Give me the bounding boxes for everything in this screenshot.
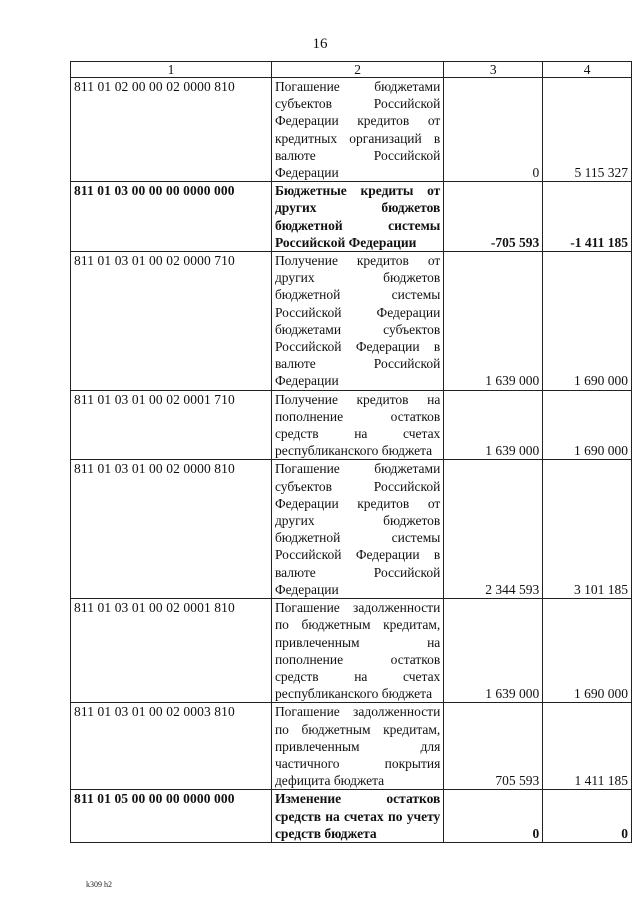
row-value-col4: 3 101 185 <box>543 460 632 599</box>
budget-table <box>70 61 632 843</box>
table-row <box>71 390 632 460</box>
row-name: Бюджетные кредиты от других бюджетов бюджетной системы Российской Федерации <box>271 182 443 252</box>
table-row <box>71 78 632 182</box>
row-value-col4: 1 690 000 <box>543 599 632 703</box>
row-value-col3: 2 344 593 <box>444 460 543 599</box>
row-value-col3: 0 <box>444 78 543 182</box>
row-value-col4: 0 <box>543 790 632 843</box>
row-name: Получение кредитов на пополнение остатков средств на счетах республиканского бюджета <box>271 390 443 460</box>
row-code: 811 01 03 01 00 02 0003 810 <box>71 703 272 790</box>
footer-document-code: k309 h2 <box>86 880 112 889</box>
row-code: 811 01 02 00 00 02 0000 810 <box>71 78 272 182</box>
row-value-col4: 1 690 000 <box>543 390 632 460</box>
table-row <box>71 252 632 391</box>
table-row <box>71 790 632 843</box>
row-value-col4: 1 690 000 <box>543 252 632 391</box>
row-value-col3: 1 639 000 <box>444 390 543 460</box>
row-name: Погашение бюджетами субъектов Российской Федерации кредитов от других бюджетов бюджетной системы Российской Федерации в валюте Российской Федерации <box>271 460 443 599</box>
table-header-row <box>71 62 632 78</box>
row-code: 811 01 03 00 00 00 0000 000 <box>71 182 272 252</box>
row-value-col4: 1 411 185 <box>543 703 632 790</box>
row-code: 811 01 05 00 00 00 0000 000 <box>71 790 272 843</box>
table-row <box>71 182 632 252</box>
table-row <box>71 460 632 599</box>
row-name: Погашение бюджетами субъектов Российской Федерации кредитов от кредитных организаций в валюте Российской Федерации <box>271 78 443 182</box>
row-code: 811 01 03 01 00 02 0001 810 <box>71 599 272 703</box>
column-header-1: 1 <box>71 62 272 78</box>
row-value-col3: 0 <box>444 790 543 843</box>
column-header-2: 2 <box>271 62 443 78</box>
row-name: Изменение остатков средств на счетах по учету средств бюджета <box>271 790 443 843</box>
column-header-3: 3 <box>444 62 543 78</box>
table-row <box>71 703 632 790</box>
page-number: 16 <box>312 36 328 52</box>
row-code: 811 01 03 01 00 02 0000 810 <box>71 460 272 599</box>
row-value-col4: -1 411 185 <box>543 182 632 252</box>
row-code: 811 01 03 01 00 02 0001 710 <box>71 390 272 460</box>
row-code: 811 01 03 01 00 02 0000 710 <box>71 252 272 391</box>
row-name: Погашение задолженности по бюджетным кредитам, привлеченным на пополнение остатков средств на счетах республиканского бюджета <box>271 599 443 703</box>
row-value-col3: -705 593 <box>444 182 543 252</box>
row-value-col3: 1 639 000 <box>444 599 543 703</box>
row-name: Погашение задолженности по бюджетным кредитам, привлеченным для частичного покрытия дефицита бюджета <box>271 703 443 790</box>
column-header-4: 4 <box>543 62 632 78</box>
row-value-col3: 1 639 000 <box>444 252 543 391</box>
row-value-col3: 705 593 <box>444 703 543 790</box>
row-value-col4: 5 115 327 <box>543 78 632 182</box>
row-name: Получение кредитов от других бюджетов бюджетной системы Российской Федерации бюджетами субъектов Российской Федерации в валюте Российской Федерации <box>271 252 443 391</box>
table-row <box>71 599 632 703</box>
